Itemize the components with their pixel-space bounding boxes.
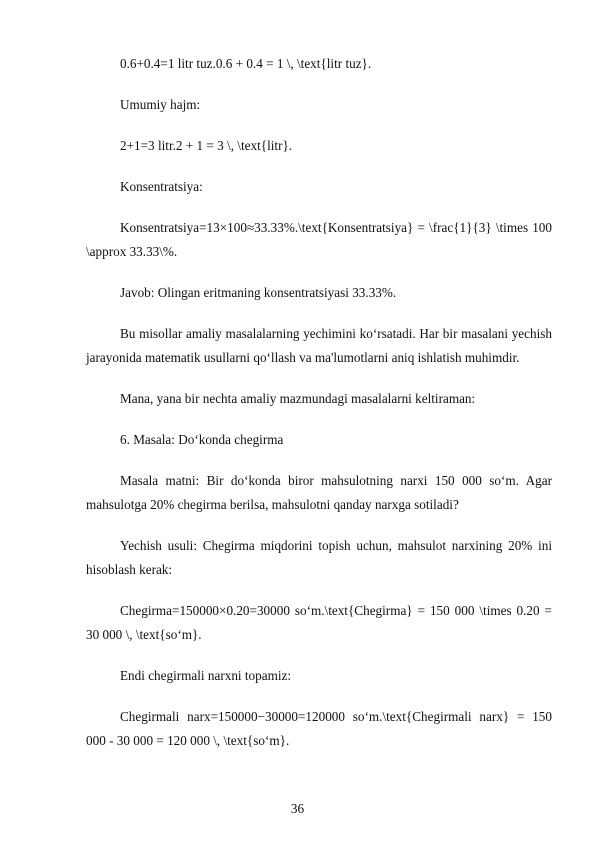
equation-salt-total: 0.6+0.4=1 litr tuz.0.6 + 0.4 = 1 \, \text{litr tuz}. [120, 56, 372, 71]
label-discount-price: Endi chegirmali narxni topamiz: [120, 668, 292, 683]
problem-6-method: Yechish usuli: Chegirma miqdorini topish uchun, mahsulot narxining 20% ini hisoblash kerak: [86, 538, 552, 577]
equation-discount-price: Chegirmali narx=150000−30000=120000 so‘m.\text{Chegirmali narx} = 150 000 - 30 000 = 120 000 \, \text{so‘m}. [86, 709, 552, 748]
page-body [86, 52, 552, 768]
equation-discount: Chegirma=150000×0.20=30000 so‘m.\text{Chegirma} = 150 000 \times 0.20 = 30 000 \, \text{so‘m}. [86, 603, 552, 642]
intro-more-problems: Mana, yana bir nechta amaliy mazmundagi masalalarni keltiraman: [120, 391, 476, 406]
label-concentration: Konsentratsiya: [120, 179, 203, 194]
summary-paragraph: Bu misollar amaliy masalalarning yechimini ko‘rsatadi. Har bir masalani yechish jarayonida matematik usullarni qo‘llash va ma'lumotlarni aniq ishlatish muhimdir. [86, 326, 552, 365]
page-number: 36 [290, 801, 305, 816]
answer-concentration: Javob: Olingan eritmaning konsentratsiyasi 33.33%. [120, 285, 397, 300]
equation-concentration: Konsentratsiya=13×100≈33.33%.\text{Konsentratsiya} = \frac{1}{3} \times 100 \approx 33.33\%. [86, 220, 552, 259]
problem-6-heading: 6. Masala: Do‘konda chegirma [120, 432, 284, 447]
label-total-volume: Umumiy hajm: [120, 97, 201, 112]
problem-6-text: Masala matni: Bir do‘konda biror mahsulotning narxi 150 000 so‘m. Agar mahsulotga 20% chegirma berilsa, mahsulotni qanday narxga sotiladi? [86, 473, 552, 512]
equation-total-volume: 2+1=3 litr.2 + 1 = 3 \, \text{litr}. [120, 138, 293, 153]
